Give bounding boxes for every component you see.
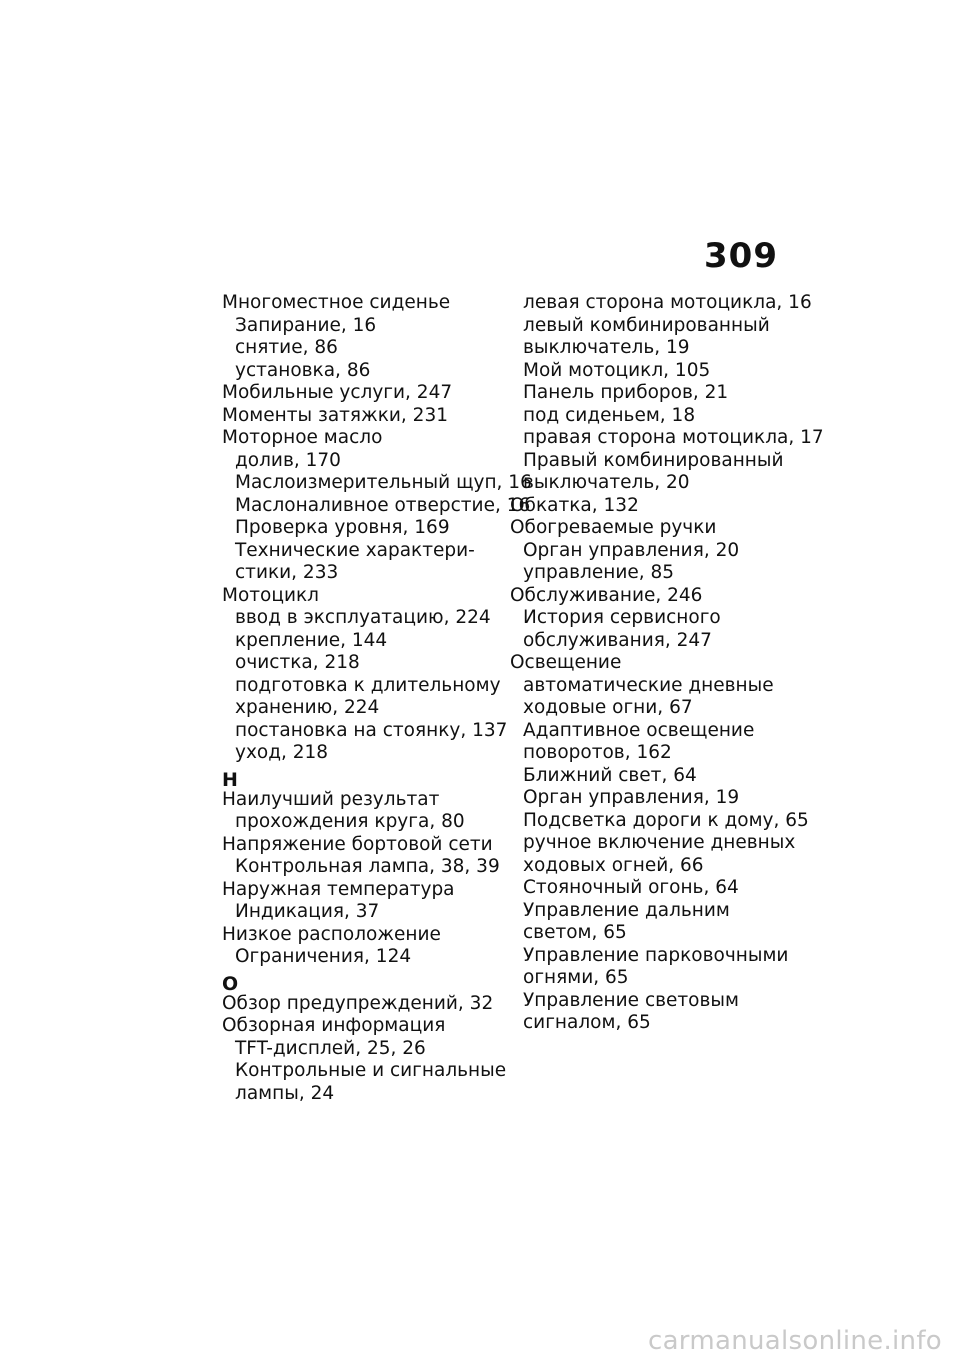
page-number: 309 [704, 236, 778, 276]
index-subentry: подготовка к длительному [235, 674, 501, 696]
index-subentry: долив, 170 [235, 449, 341, 471]
index-subentry: Мой мотоцикл, 105 [523, 359, 711, 381]
index-entry: Наилучший результат [222, 788, 440, 810]
index-column-left [222, 292, 532, 1105]
index-entry: Многоместное сиденье [222, 292, 451, 313]
index-subentry: Управление световым [523, 989, 739, 1011]
index-subentry: Управление парковочными [523, 944, 789, 966]
index-subentry: Орган управления, 19 [523, 787, 740, 808]
index-subentry: Правый комбинированный [523, 449, 784, 471]
index-subentry: хранению, 224 [235, 697, 380, 718]
index-subentry: выключатель, 20 [523, 472, 690, 493]
index-subentry: левый комбинированный [523, 314, 770, 336]
watermark: carmanualsonline.info [647, 1326, 942, 1356]
index-entry: Обкатка, 132 [510, 494, 639, 516]
index-entry: Низкое расположение [222, 923, 441, 945]
index-subentry: правая сторона мотоцикла, 17 [523, 427, 824, 448]
index-entry: Освещение [510, 652, 622, 673]
index-entry: Обогреваемые ручки [510, 517, 717, 538]
index-subentry: очистка, 218 [235, 652, 360, 673]
index-subentry: Технические характери- [235, 539, 475, 561]
index-subentry: История сервисного [523, 607, 721, 628]
index-subentry: ввод в эксплуатацию, 224 [235, 607, 491, 628]
index-subentry: светом, 65 [523, 922, 627, 943]
index-subentry: лампы, 24 [235, 1082, 335, 1104]
index-entry: Наружная температура [222, 878, 455, 900]
index-subentry: выключатель, 19 [523, 337, 690, 358]
index-entry: Мотоцикл [222, 584, 319, 606]
index-subentry: Панель приборов, 21 [523, 382, 729, 403]
index-entry: Обслуживание, 246 [510, 584, 703, 606]
index-subentry: левая сторона мотоцикла, 16 [523, 292, 812, 313]
index-subentry: управление, 85 [523, 562, 675, 583]
index-subentry: Контрольная лампа, 38, 39 [235, 856, 500, 877]
index-subentry: постановка на стоянку, 137 [235, 719, 508, 741]
index-subentry: стики, 233 [235, 562, 339, 583]
index-subentry: Контрольные и сигнальные [235, 1060, 507, 1081]
index-subentry: обслуживания, 247 [523, 629, 712, 651]
index-letter-heading: О [222, 972, 239, 995]
index-subentry: сигналом, 65 [523, 1012, 651, 1033]
index-subentry: крепление, 144 [235, 629, 388, 651]
index-subentry: TFT-дисплей, 25, 26 [235, 1037, 426, 1059]
index-subentry: Маслоналивное отверстие, 16 [235, 494, 531, 516]
index-subentry: Стояночный огонь, 64 [523, 877, 739, 898]
index-subentry: ходовых огней, 66 [523, 854, 704, 876]
index-subentry: огнями, 65 [523, 967, 629, 988]
index-subentry: автоматические дневные [523, 674, 774, 696]
index-subentry: уход, 218 [235, 742, 329, 763]
index-letter-heading: Н [222, 768, 238, 791]
index-subentry: прохождения круга, 80 [235, 811, 465, 832]
index-subentry: ходовые огни, 67 [523, 697, 693, 718]
index-entry: Моторное масло [222, 427, 383, 448]
index-subentry: Адаптивное освещение [523, 719, 755, 741]
index-subentry: под сиденьем, 18 [523, 404, 696, 426]
index-subentry: Маслоизмерительный щуп, 16 [235, 472, 532, 493]
index-subentry: ручное включение дневных [523, 832, 796, 853]
index-subentry: Управление дальним [523, 899, 730, 921]
index-entry: Напряжение бортовой сети [222, 833, 493, 855]
index-subentry: установка, 86 [235, 359, 371, 381]
index-subentry: поворотов, 162 [523, 742, 672, 763]
index-entry: Обзор предупреждений, 32 [222, 992, 494, 1014]
index-subentry: снятие, 86 [235, 337, 338, 358]
index-subentry: Индикация, 37 [235, 901, 380, 922]
index-entry: Мобильные услуги, 247 [222, 382, 453, 403]
index-subentry: Ближний свет, 64 [523, 764, 697, 786]
index-subentry: Ограничения, 124 [235, 946, 412, 967]
index-subentry: Запирание, 16 [235, 314, 377, 336]
index-entry: Моменты затяжки, 231 [222, 404, 448, 426]
index-column-right [510, 292, 824, 1035]
index-subentry: Орган управления, 20 [523, 539, 740, 561]
index-entry: Обзорная информация [222, 1015, 446, 1036]
index-subentry: Проверка уровня, 169 [235, 517, 450, 538]
index-subentry: Подсветка дороги к дому, 65 [523, 809, 809, 831]
